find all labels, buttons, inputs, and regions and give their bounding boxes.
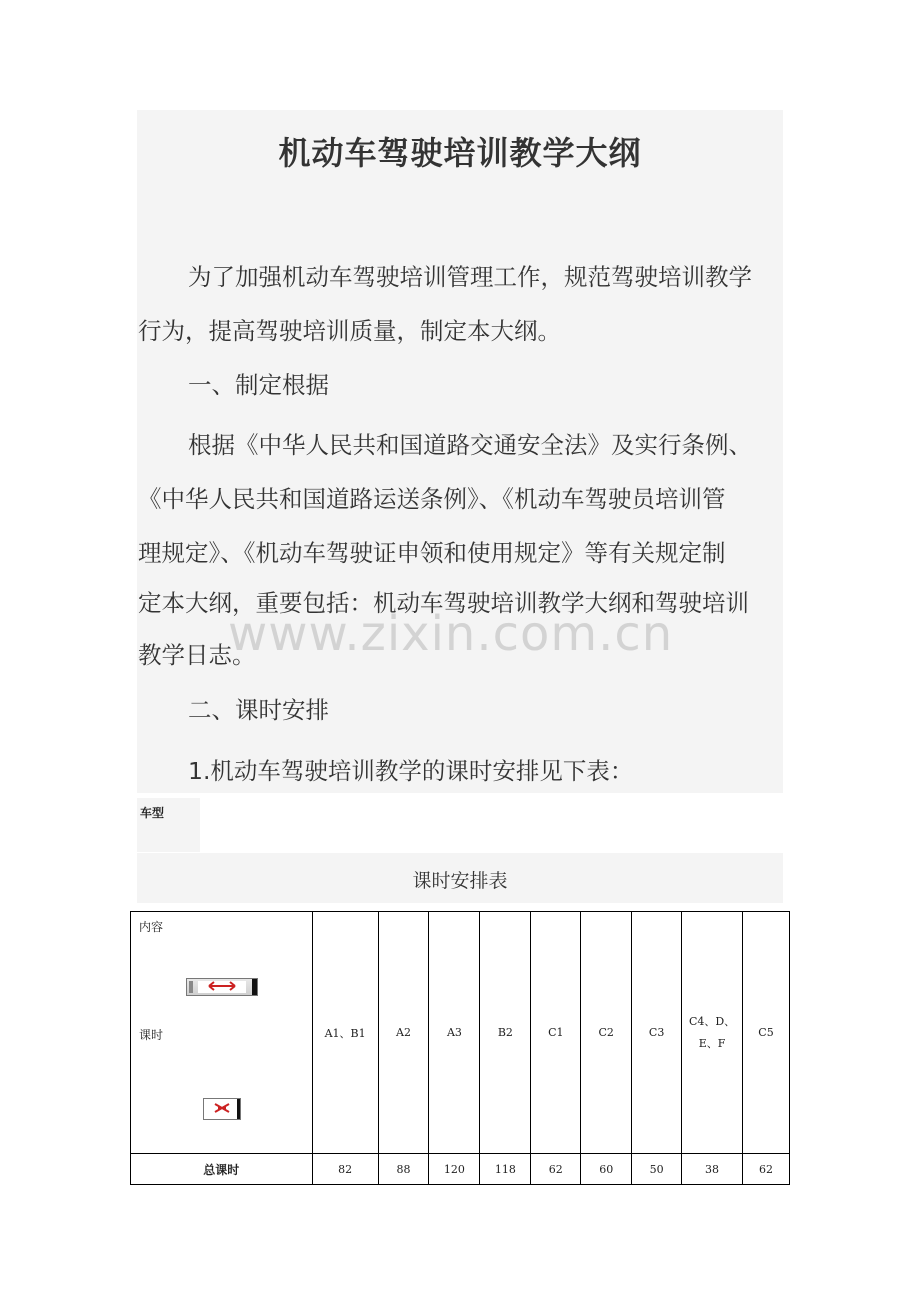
total-hours-value: 60 xyxy=(581,1154,632,1185)
total-hours-value: 118 xyxy=(480,1154,531,1185)
total-hours-value: 82 xyxy=(312,1154,378,1185)
total-hours-value: 38 xyxy=(682,1154,743,1185)
col-header: B2 xyxy=(480,912,531,1154)
header-corner-cell xyxy=(131,912,313,1154)
vehicle-type-label: 车型 xyxy=(140,806,165,820)
section-heading-basis: 一、制定根据 xyxy=(188,371,329,399)
header-content-label: 内容 xyxy=(139,920,164,934)
total-hours-value: 88 xyxy=(378,1154,429,1185)
total-hours-value: 62 xyxy=(531,1154,581,1185)
col-header: C2 xyxy=(581,912,632,1154)
intro-line-1: 为了加强机动车驾驶培训管理工作，规范驾驶培训教学 xyxy=(188,263,752,291)
col-header: A2 xyxy=(378,912,429,1154)
table-row xyxy=(131,1154,790,1185)
hours-table xyxy=(130,911,790,1185)
total-hours-value: 62 xyxy=(743,1154,790,1185)
basis-line-3: 理规定》、《机动车驾驶证申领和使用规定》等有关规定制 xyxy=(138,539,726,567)
total-hours-value: 120 xyxy=(429,1154,480,1185)
table-header-row xyxy=(131,912,790,1154)
expand-arrows-icon xyxy=(207,981,237,994)
intro-line-2: 行为，提高驾驶培训质量，制定本大纲。 xyxy=(138,317,561,345)
expand-control[interactable] xyxy=(186,978,258,996)
col-header: C3 xyxy=(632,912,682,1154)
watermark: www.zixin.com.cn xyxy=(228,606,674,662)
basis-line-2: 《中华人民共和国道路运送条例》、《机动车驾驶员培训管 xyxy=(138,485,726,513)
table-intro: 1.机动车驾驶培训教学的课时安排见下表： xyxy=(188,757,634,785)
basis-line-1: 根据《中华人民共和国道路交通安全法》及实行条例、 xyxy=(188,431,752,459)
table-caption: 课时安排表 xyxy=(412,870,508,892)
basis-line-5: 教学日志。 xyxy=(138,641,256,669)
col-header: A3 xyxy=(429,912,480,1154)
total-hours-value: 50 xyxy=(632,1154,682,1185)
col-header: C1 xyxy=(531,912,581,1154)
total-hours-label: 总课时 xyxy=(131,1154,313,1185)
close-x-icon xyxy=(213,1102,231,1117)
header-hours-label: 课时 xyxy=(139,1028,164,1042)
col-header: A1、B1 xyxy=(312,912,378,1154)
col-header: C5 xyxy=(743,912,790,1154)
section-heading-hours: 二、课时安排 xyxy=(188,696,329,724)
basis-line-4: 定本大纲，重要包括：机动车驾驶培训教学大纲和驾驶培训 xyxy=(138,589,749,617)
col-header: C4、D、E、F xyxy=(682,912,743,1154)
document-title: 机动车驾驶培训教学大纲 xyxy=(278,134,642,172)
close-control[interactable] xyxy=(203,1098,241,1120)
